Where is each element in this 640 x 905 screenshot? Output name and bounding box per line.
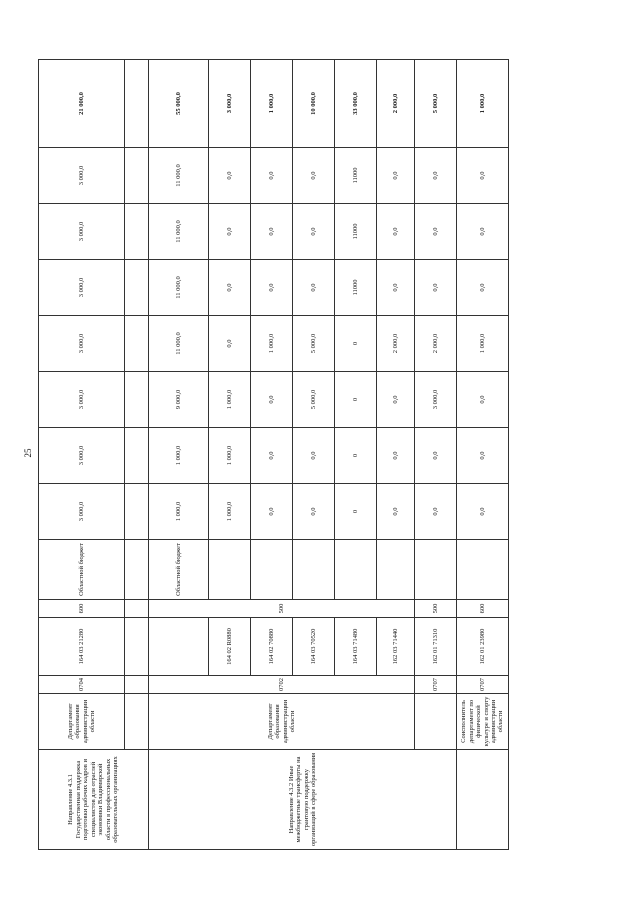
value-cell: 1 000,0 (209, 484, 251, 540)
value-cell: 0,0 (251, 484, 293, 540)
value-cell: 0,0 (415, 148, 457, 204)
value-cell: 1 000,0 (149, 484, 209, 540)
value-cell: 0,0 (377, 484, 415, 540)
section-code-cell: 0704 (39, 676, 125, 694)
total-cell: 1 000,0 (457, 60, 509, 148)
value-cell: 0,0 (209, 148, 251, 204)
value-cell: 0,0 (415, 484, 457, 540)
executor-cell: Департамент образования администрации области (149, 694, 415, 750)
value-cell: 3 000,0 (39, 428, 125, 484)
total-cell: 10 000,0 (293, 60, 335, 148)
value-cell: 0 (335, 484, 377, 540)
kind-code-cell: 600 (457, 600, 509, 618)
blank-cell (125, 694, 149, 750)
value-cell: 0,0 (377, 204, 415, 260)
value-cell: 0,0 (457, 204, 509, 260)
value-cell: 2 000,0 (377, 316, 415, 372)
value-cell: 11000 (335, 260, 377, 316)
table-row (39, 60, 125, 850)
direction-cell: Направление 4.3.1 Государственная поддержка подготовки рабочих кадров и специалистов для отраслей экономики Владимирской области в профессиональных образовательных организациях (39, 750, 149, 850)
value-cell: 1 000,0 (457, 316, 509, 372)
executor-cell: Соисполнитель департамент по физической культуре и спорту администрации области (457, 694, 509, 750)
kind-code-cell: 500 (149, 600, 415, 618)
page-number: 25 (23, 448, 33, 458)
value-cell: 0,0 (293, 484, 335, 540)
kind-code-cell: 500 (415, 600, 457, 618)
value-cell: 0,0 (457, 148, 509, 204)
value-cell: 0,0 (377, 428, 415, 484)
value-cell: 3 000,0 (39, 148, 125, 204)
blank-cell (125, 148, 149, 204)
total-cell: 55 000,0 (149, 60, 209, 148)
blank-cell (125, 372, 149, 428)
value-cell: 0 (335, 372, 377, 428)
value-cell: 0 (335, 316, 377, 372)
blank-cell (125, 600, 149, 618)
rotated-table-wrapper (38, 60, 508, 850)
target-code-cell: 164 03 21280 (39, 618, 125, 676)
value-cell: 0,0 (251, 204, 293, 260)
value-cell: 3 000,0 (39, 372, 125, 428)
value-cell: 0,0 (251, 372, 293, 428)
funding-source-cell (293, 540, 335, 600)
value-cell: 0,0 (457, 428, 509, 484)
value-cell: 9 000,0 (149, 372, 209, 428)
total-cell: 3 000,0 (209, 60, 251, 148)
value-cell: 11000 (335, 204, 377, 260)
value-cell: 0,0 (251, 428, 293, 484)
value-cell: 0,0 (209, 204, 251, 260)
value-cell: 11000 (335, 148, 377, 204)
table-row (149, 60, 209, 850)
value-cell: 0,0 (293, 148, 335, 204)
value-cell: 2 000,0 (415, 316, 457, 372)
total-cell: 21 000,0 (39, 60, 125, 148)
value-cell: 0,0 (209, 260, 251, 316)
value-cell: 5 000,0 (293, 372, 335, 428)
value-cell: 5 000,0 (293, 316, 335, 372)
value-cell: 0,0 (457, 372, 509, 428)
funding-source-cell: Областной бюджет (149, 540, 209, 600)
value-cell: 11 000,0 (149, 148, 209, 204)
section-code-cell: 0702 (149, 676, 415, 694)
target-code-cell: 164 02 R0880 (209, 618, 251, 676)
total-cell: 1 000,0 (251, 60, 293, 148)
funding-source-cell (377, 540, 415, 600)
blank-cell (125, 618, 149, 676)
value-cell: 0,0 (293, 428, 335, 484)
blank-cell (125, 60, 149, 148)
target-code-cell: 162 01 23980 (457, 618, 509, 676)
value-cell: 1 000,0 (209, 372, 251, 428)
section-code-cell: 0707 (415, 676, 457, 694)
total-cell: 2 000,0 (377, 60, 415, 148)
funding-source-cell (209, 540, 251, 600)
blank-cell (125, 316, 149, 372)
total-cell: 33 000,0 (335, 60, 377, 148)
funding-source-cell: Областной бюджет (39, 540, 125, 600)
funding-source-cell (457, 540, 509, 600)
direction-cell (457, 750, 509, 850)
value-cell: 11 000,0 (149, 316, 209, 372)
executor-cell (415, 694, 457, 750)
value-cell: 3 000,0 (415, 372, 457, 428)
value-cell: 3 000,0 (39, 260, 125, 316)
value-cell: 0,0 (251, 260, 293, 316)
table-row (125, 60, 149, 850)
blank-cell (125, 428, 149, 484)
blank-cell (125, 260, 149, 316)
value-cell: 1 000,0 (251, 316, 293, 372)
funding-source-cell (335, 540, 377, 600)
value-cell: 0,0 (293, 204, 335, 260)
funding-source-cell (251, 540, 293, 600)
value-cell: 3 000,0 (39, 204, 125, 260)
kind-code-cell: 600 (39, 600, 125, 618)
document-sheet (38, 60, 508, 850)
value-cell: 0,0 (377, 260, 415, 316)
blank-cell (125, 484, 149, 540)
value-cell: 0,0 (457, 484, 509, 540)
value-cell: 0,0 (415, 428, 457, 484)
funding-source-cell (415, 540, 457, 600)
table-row (457, 60, 509, 850)
table-row (415, 60, 457, 850)
value-cell: 11 000,0 (149, 204, 209, 260)
value-cell: 0,0 (377, 148, 415, 204)
executor-cell: Департамент образования администрации области (39, 694, 125, 750)
total-cell: 5 000,0 (415, 60, 457, 148)
value-cell: 1 000,0 (149, 428, 209, 484)
value-cell: 0 (335, 428, 377, 484)
blank-cell (125, 204, 149, 260)
value-cell: 1 000,0 (209, 428, 251, 484)
target-code-cell: 162 01 71310 (415, 618, 457, 676)
blank-cell (125, 540, 149, 600)
value-cell: 11 000,0 (149, 260, 209, 316)
value-cell: 0,0 (209, 316, 251, 372)
value-cell: 3 000,0 (39, 316, 125, 372)
value-cell: 0,0 (457, 260, 509, 316)
value-cell: 0,0 (377, 372, 415, 428)
budget-table (38, 59, 509, 850)
blank-cell (125, 676, 149, 694)
target-code-cell: 164 02 70880 (251, 618, 293, 676)
direction-cell: Направление 4.3.2 Иные межбюджетные трансферты на грантовую поддержку организаций в сфере образования (149, 750, 457, 850)
value-cell: 0,0 (415, 204, 457, 260)
value-cell: 0,0 (293, 260, 335, 316)
value-cell: 3 000,0 (39, 484, 125, 540)
target-code-cell (149, 618, 209, 676)
target-code-cell: 164 03 70520 (293, 618, 335, 676)
target-code-cell: 162 03 71440 (377, 618, 415, 676)
value-cell: 0,0 (251, 148, 293, 204)
target-code-cell: 164 03 71480 (335, 618, 377, 676)
section-code-cell: 0707 (457, 676, 509, 694)
value-cell: 0,0 (415, 260, 457, 316)
